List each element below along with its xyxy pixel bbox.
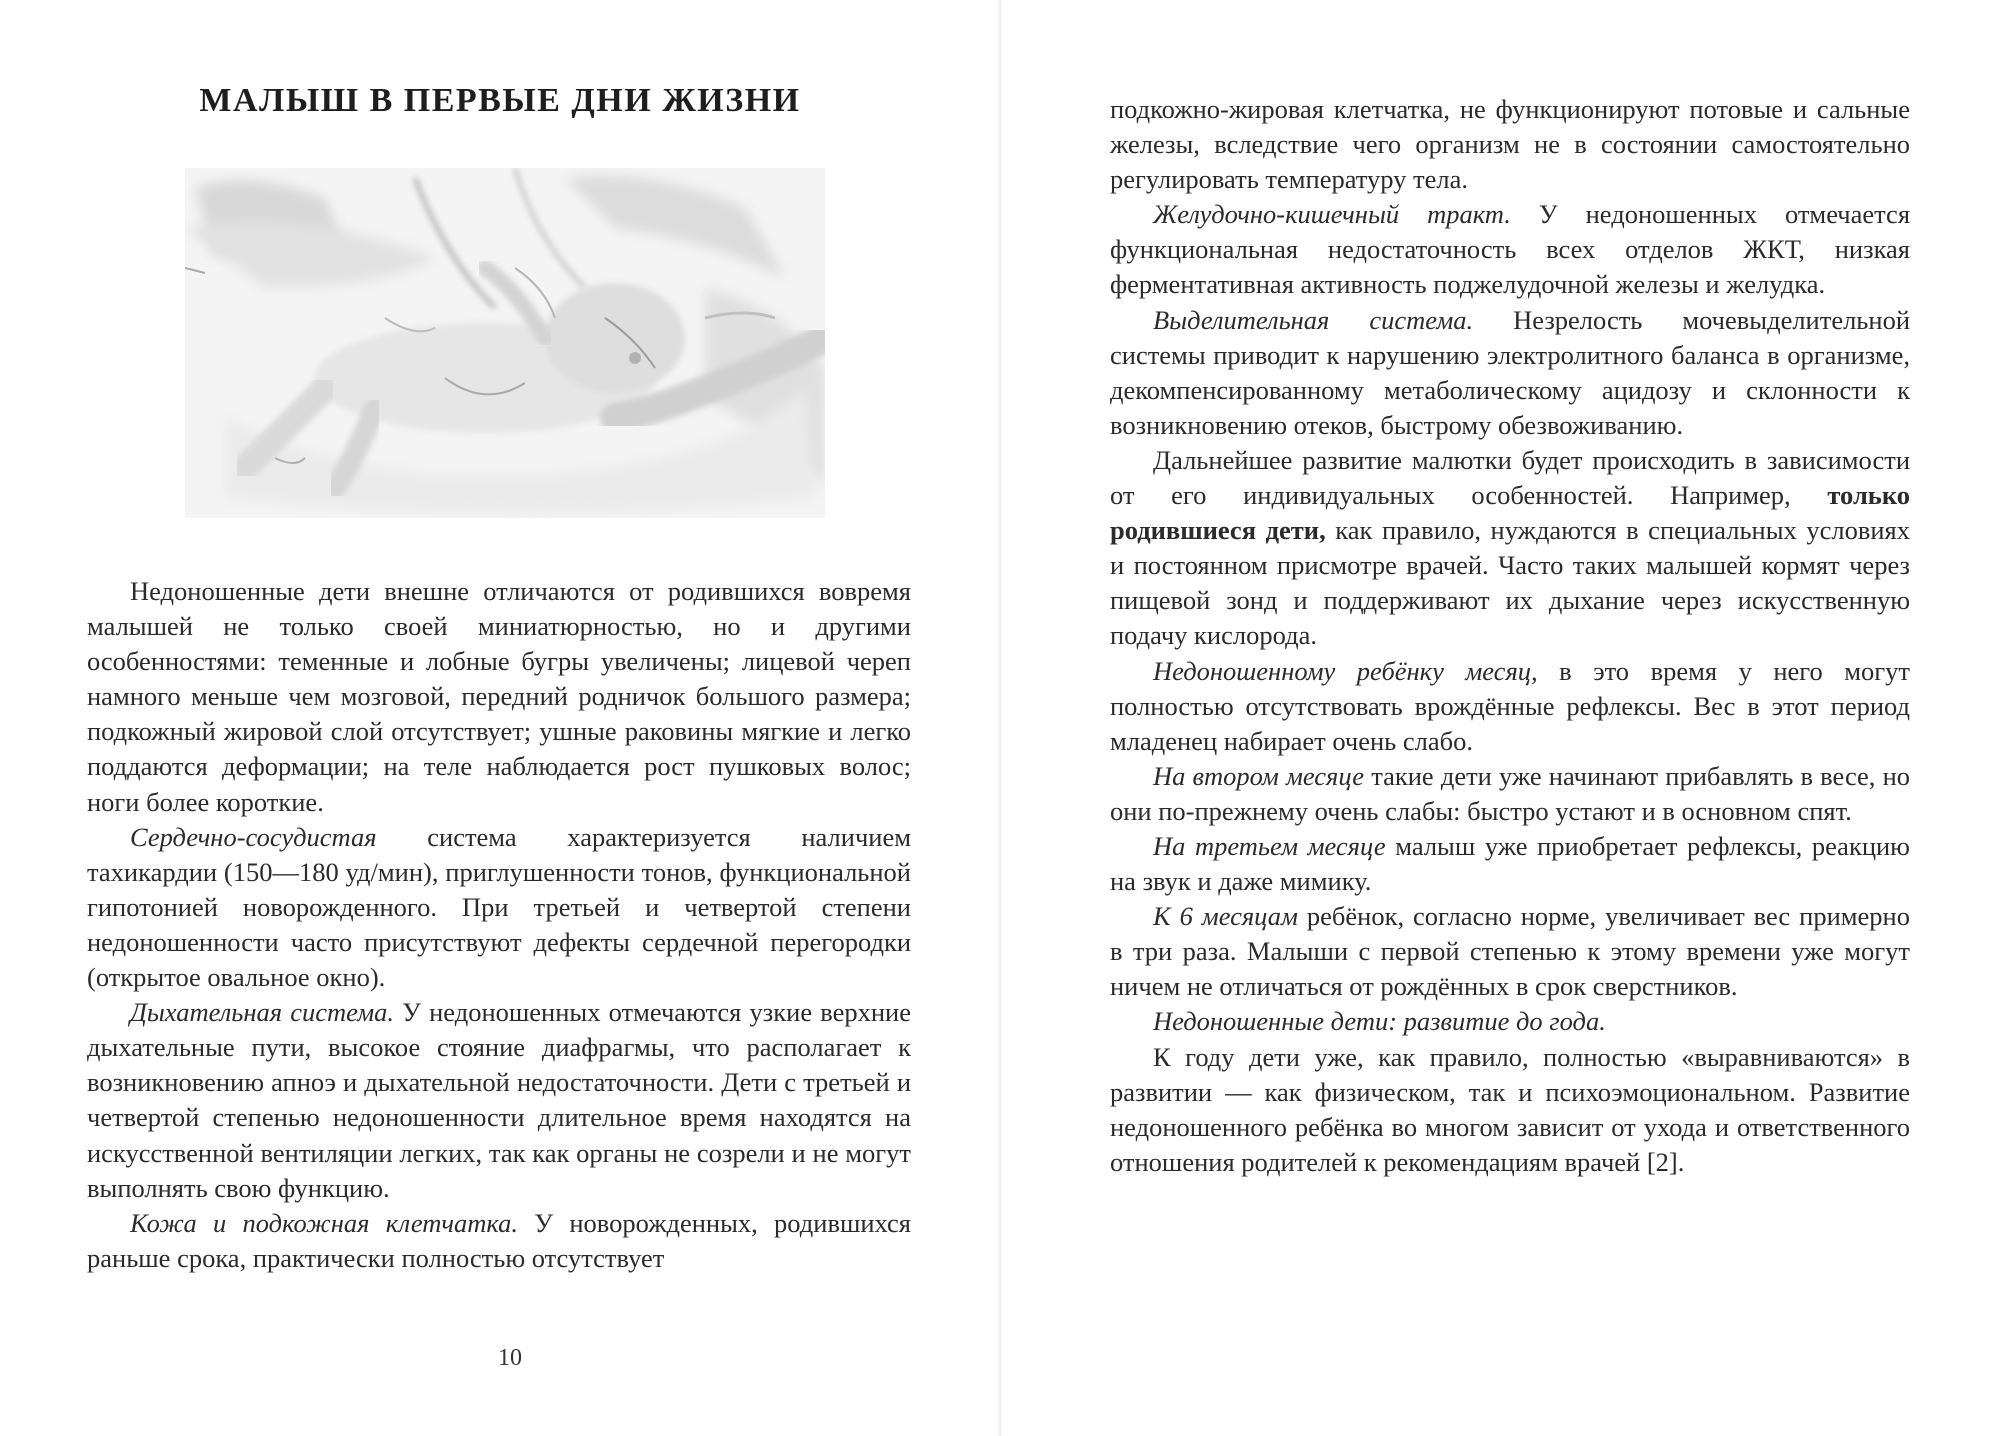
paragraph: подкожно-жировая клетчатка, не функционируют потовые и сальные железы, вследствие чего организм не в состоянии самостоятельно регулировать температуру тела. bbox=[1110, 94, 1910, 195]
section-lead: К 6 месяцам bbox=[1153, 901, 1298, 932]
section-lead: Кожа и подкожная клетчатка. bbox=[130, 1207, 519, 1238]
section-lead: На втором месяце bbox=[1153, 760, 1365, 791]
section-lead: Дыхательная система. bbox=[130, 997, 395, 1028]
section-lead: На третьем месяце bbox=[1153, 830, 1386, 861]
paragraph: К 6 месяцам ребёнок, согласно норме, увеличивает вес примерно в три раза. Малыши с первой степенью к этому времени уже могут ничем не отличаться от рождённых в срок сверстников. bbox=[1110, 901, 1910, 1002]
paragraph: На третьем месяце малыш уже приобретает рефлексы, реакцию на звук и даже мимику. bbox=[1110, 830, 1910, 897]
paragraph: Желудочно-кишечный тракт. У недоношенных отмечается функциональная недостаточность всех отделов ЖКТ, низкая ферментативная активность поджелудочной железы и желудка. bbox=[1110, 199, 1911, 300]
chapter-title: МАЛЫШ В ПЕРВЫЕ ДНИ ЖИЗНИ bbox=[199, 82, 801, 119]
paragraph: Сердечно-сосудистая система характеризуется наличием тахикардии (150—180 уд/мин), приглушенности тонов, функциональной гипотонией новорожденного. При третьей и четвертой степени недоношенности часто присутствуют дефекты сердечной перегородки (открытое овальное окно). bbox=[87, 821, 911, 993]
section-lead: Недоношенному ребёнку месяц, bbox=[1153, 655, 1538, 686]
paragraph: Недоношенному ребёнку месяц, в это время у него могут полностью отсутствовать врождённые рефлексы. Вес в этот период младенец набирает очень слабо. bbox=[1110, 655, 1910, 756]
section-heading: Недоношенные дети: развитие до года. bbox=[1153, 1006, 1606, 1037]
right-page bbox=[1000, 0, 2000, 1436]
newborn-photo bbox=[185, 168, 825, 518]
section-lead: Сердечно-сосудистая bbox=[130, 821, 377, 852]
paragraph: Выделительная система. Незрелость мочевыделительной системы приводит к нарушению электролитного баланса в организме, декомпенсированному метаболическому ацидозу и склонности к возникновению отеков, быстрому обезвоживанию. bbox=[1110, 304, 1911, 440]
paragraph: К году дети уже, как правило, полностью «выравниваются» в развитии — как физическом, так и психоэмоциональном. Развитие недоношенного ребёнка во многом зависит от ухода и ответственного отношения родителей к рекомендациям врачей [2]. bbox=[1110, 1041, 1910, 1177]
page-number: 10 bbox=[498, 1345, 522, 1371]
section-lead: Желудочно-кишечный тракт. bbox=[1153, 199, 1511, 230]
section-lead: Выделительная система. bbox=[1153, 304, 1474, 335]
bold-phrase: только родившиеся дети, bbox=[1110, 480, 1910, 546]
paragraph: На втором месяце такие дети уже начинают прибавлять в весе, но они по-прежнему очень слабы: быстро устают и в основном спят. bbox=[1110, 760, 1910, 826]
right-page-text bbox=[1110, 92, 1910, 1180]
paragraph bbox=[1110, 1004, 1910, 1039]
left-page-text bbox=[87, 574, 911, 1276]
paragraph: Кожа и подкожная клетчатка. У новорожденных, родившихся раньше срока, практически полностью отсутствует bbox=[87, 1207, 911, 1273]
paragraph: Недоношенные дети внешне отличаются от родившихся вовремя малышей не только своей миниатюрностью, но и другими особенностями: теменные и лобные бугры увеличены; лицевой череп намного меньше чем мозговой, передний родничок большого размера; подкожный жировой слой отсутствует; ушные раковины мягкие и легко поддаются деформации; на теле наблюдается рост пушковых волос; ноги более короткие. bbox=[87, 576, 911, 817]
paragraph: Дальнейшее развитие малютки будет происходить в зависимости от его индивидуальных особенностей. Например, только родившиеся дети, как правило, нуждаются в специальных условиях и постоянном присмотре врачей. Часто таких малышей кормят через пищевой зонд и поддерживают их дыхание через искусственную подачу кислорода. bbox=[1110, 444, 1910, 651]
paragraph: Дыхательная система. У недоношенных отмечаются узкие верхние дыхательные пути, высокое стояние диафрагмы, что располагает к возникновению апноэ и дыхательной недостаточности. Дети с третьей и четвертой степенью недоношенности длительное время находятся на искусственной вентиляции легких, так как органы не созрели и не могут выполнять свою функцию. bbox=[87, 997, 911, 1203]
